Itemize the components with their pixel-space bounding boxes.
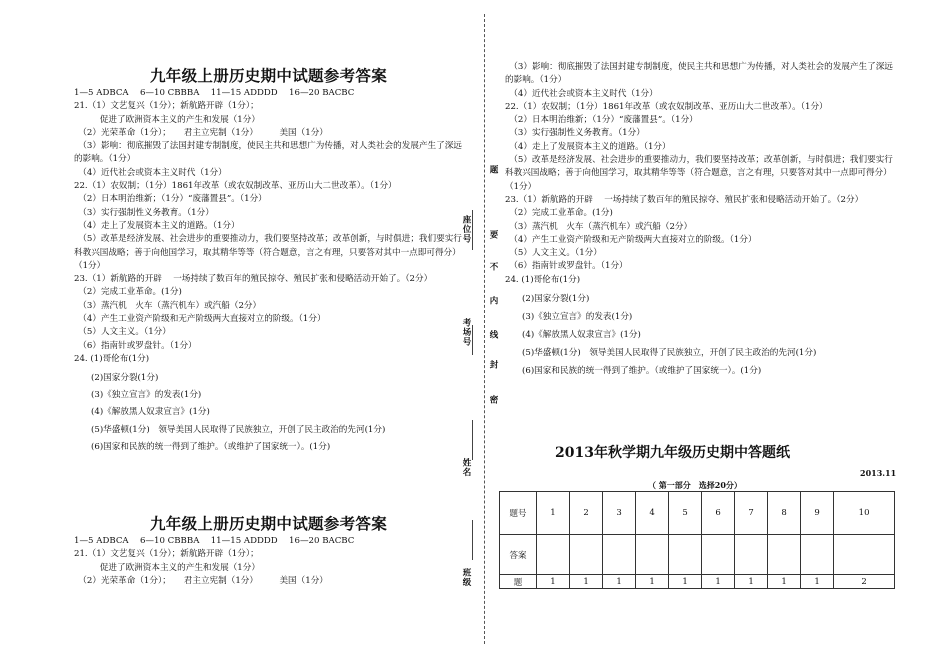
answer-line: （4）近代社会或资本主义时代（1分） — [74, 167, 227, 178]
q-num-cell: 1 — [801, 575, 834, 589]
q-num-cell: 9 — [801, 492, 834, 535]
q24-answer-line: (6)国家和民族的统一得到了维护。（或维护了国家统一）。(1分) — [91, 441, 331, 452]
answer-line: 23.（1）新航路的开辟 一场持续了数百年的殖民掠夺、殖民扩张和侵略活动开始了。（2分） — [74, 274, 433, 285]
answer-list-2 — [74, 535, 468, 588]
answer-line: 1—5 ADBCA 6—10 CBBBA 11—15 ADDDD 16—20 BACBC — [74, 536, 355, 546]
q-num-cell: 3 — [603, 492, 636, 535]
answer-line: （2）光荣革命（1分）； 君主立宪制（1分） 美国（1分） — [74, 127, 328, 138]
answer-line: （4）走上了发展资本主义的道路。（1分） — [74, 220, 240, 231]
answer-line: （3）蒸汽机 火车（蒸汽机车）或汽船（2分） — [74, 300, 262, 311]
answer-cell[interactable] — [570, 535, 603, 575]
binding-label-name: 姓名 — [461, 458, 471, 477]
answer-line: （6）指南针或罗盘针。（1分） — [74, 340, 197, 351]
answer-line: （3）蒸汽机 火车（蒸汽机车）或汽船（2分） — [505, 221, 693, 232]
q-num-cell: 1 — [537, 575, 570, 589]
binding-label-ti: 题 — [488, 165, 498, 175]
answer-title-1: 九年级上册历史期中试题参考答案 — [150, 66, 388, 85]
q-num-cell: 1 — [735, 575, 768, 589]
row-header-answer: 答案 — [500, 535, 537, 575]
answer-line: （5）改革是经济发展、社会进步的重要推动力，我们要坚持改革；改革创新，与时俱进；我们要实行科教兴国战略；善于向他国学习，取其精华等等（符合题意，言之有理，只要答对其中一点即可得分）（1分） — [74, 234, 462, 271]
binding-label-mi: 密 — [488, 395, 498, 405]
q-num-cell: 1 — [636, 575, 669, 589]
answer-sheet-title: 2013年秋学期九年级历史期中答题纸 — [555, 445, 790, 461]
binding-label-feng: 封 — [488, 360, 498, 370]
answer-sheet-section: （ 第一部分 选择20分） — [648, 480, 742, 490]
answer-line: （5）改革是经济发展、社会进步的重要推动力，我们要坚持改革；改革创新，与时俱进；我们要实行科教兴国战略；善于向他国学习，取其精华等等（符合题意，言之有理，只要答对其中一点即可得分）（1分） — [505, 155, 893, 192]
q24-answer-line: (5)华盛顿(1分) 领导美国人民取得了民族独立，开创了民主政治的先河(1分) — [522, 348, 817, 358]
row-header-question-2: 题 — [500, 575, 537, 589]
name-line — [472, 420, 473, 460]
q-num-cell: 1 — [570, 575, 603, 589]
q24-answer-line: (4)《解放黑人奴隶宣言》(1分) — [522, 330, 641, 340]
question-number-row-2 — [500, 575, 895, 589]
answer-line: （2）光荣革命（1分）； 君主立宪制（1分） 美国（1分） — [74, 575, 328, 586]
answer-list-1 — [74, 87, 468, 366]
binding-label-nei: 内 — [488, 296, 498, 306]
answer-line: （4）产生工业资产阶级和无产阶级两大直接对立的阶级。（1分） — [505, 234, 757, 245]
answer-line: （4）产生工业资产阶级和无产阶级两大直接对立的阶级。（1分） — [74, 314, 326, 325]
q24-answer-line: (3)《独立宣言》的发表(1分) — [91, 390, 202, 401]
answer-line: 24. (1)哥伦布(1分) — [74, 353, 150, 364]
q-num-cell: 10 — [834, 492, 895, 535]
answer-line: （3）实行强制性义务教育。（1分） — [505, 128, 645, 139]
answer-line: （3）实行强制性义务教育。（1分） — [74, 207, 214, 218]
answer-title-2: 九年级上册历史期中试题参考答案 — [150, 514, 388, 533]
q-num-cell: 1 — [537, 492, 570, 535]
answer-line: 24. (1)哥伦布(1分) — [505, 274, 581, 285]
answer-line: 1—5 ADBCA 6—10 CBBBA 11—15 ADDDD 16—20 BACBC — [74, 88, 355, 98]
answer-line: 22.（1）农奴制；（1分）1861年改革（或农奴制改革、亚历山大二世改革）。（1分） — [74, 181, 397, 192]
binding-label-class: 班级 — [461, 568, 471, 587]
answer-cell[interactable] — [537, 535, 570, 575]
answer-line: （3）影响：彻底摧毁了法国封建专制制度，使民主共和思想广为传播，对人类社会的发展产生了深远的影响。（1分） — [505, 62, 893, 86]
seat-number-line — [472, 210, 473, 250]
q24-answer-line: (2)国家分裂(1分) — [91, 373, 159, 383]
q24-answer-line: (6)国家和民族的统一得到了维护。（或维护了国家统一）。(1分) — [522, 366, 762, 376]
q-num-cell: 1 — [603, 575, 636, 589]
answer-line: 促进了欧洲资本主义的产生和发展（1分） — [74, 562, 260, 573]
q-num-cell: 1 — [702, 575, 735, 589]
binding-label-yao: 要 — [488, 230, 498, 240]
answer-cell[interactable] — [834, 535, 895, 575]
answer-line: （5）人文主义。（1分） — [505, 248, 602, 259]
binding-label-exam-room: 考场号 — [461, 318, 471, 347]
answer-cell[interactable] — [801, 535, 834, 575]
q24-answer-line: (2)国家分裂(1分) — [522, 294, 590, 304]
answer-q24-list-1 — [91, 370, 471, 456]
answer-list-right — [505, 61, 897, 287]
answer-line: （6）指南针或罗盘针。（1分） — [505, 261, 628, 272]
q24-answer-line: (3)《独立宣言》的发表(1分) — [522, 312, 633, 322]
answer-line: （2）完成工业革命。(1分) — [74, 287, 182, 298]
q-num-cell: 5 — [669, 492, 702, 535]
answer-line: 促进了欧洲资本主义的产生和发展（1分） — [74, 114, 260, 125]
q-num-cell: 1 — [669, 575, 702, 589]
answer-cell[interactable] — [735, 535, 768, 575]
answer-line: （2）日本明治维新；（1分）“废藩置县”。（1分） — [505, 115, 698, 126]
answer-line: 21.（1）文艺复兴（1分）；新航路开辟（1分）； — [74, 549, 259, 560]
q-num-cell: 2 — [834, 575, 895, 589]
q-num-cell: 2 — [570, 492, 603, 535]
binding-label-xian: 线 — [488, 330, 498, 340]
binding-label-seat-number: 座位号 — [461, 215, 471, 244]
q-num-cell: 4 — [636, 492, 669, 535]
answer-line: （4）走上了发展资本主义的道路。（1分） — [505, 141, 671, 152]
answer-line: （5）人文主义。（1分） — [74, 327, 171, 338]
answer-line: （2）日本明治维新；（1分）“废藩置县”。（1分） — [74, 194, 267, 205]
answer-sheet-date: 2013.11 — [860, 468, 897, 478]
answer-line: 21.（1）文艺复兴（1分）；新航路开辟（1分）； — [74, 101, 259, 112]
q-num-cell: 6 — [702, 492, 735, 535]
q-num-cell: 7 — [735, 492, 768, 535]
q-num-cell: 1 — [768, 575, 801, 589]
answer-cell[interactable] — [603, 535, 636, 575]
answer-row — [500, 535, 895, 575]
q-num-cell: 8 — [768, 492, 801, 535]
answer-cell[interactable] — [669, 535, 702, 575]
row-header-question-number: 题号 — [500, 492, 537, 535]
answer-line: （3）影响：彻底摧毁了法国封建专制制度，使民主共和思想广为传播，对人类社会的发展产生了深远的影响。（1分） — [74, 141, 462, 165]
answer-cell[interactable] — [768, 535, 801, 575]
exam-room-line — [472, 325, 473, 355]
answer-cell[interactable] — [636, 535, 669, 575]
class-line — [472, 520, 473, 560]
seal-dashed-line — [484, 14, 485, 644]
answer-cell[interactable] — [702, 535, 735, 575]
binding-label-bu: 不 — [488, 262, 498, 272]
answer-line: （2）完成工业革命。(1分) — [505, 208, 613, 219]
answer-line: （4）近代社会或资本主义时代（1分） — [505, 88, 658, 99]
q24-answer-line: (4)《解放黑人奴隶宣言》(1分) — [91, 407, 210, 418]
question-number-row — [500, 492, 895, 535]
answer-line: 22.（1）农奴制；（1分）1861年改革（或农奴制改革、亚历山大二世改革）。（1分） — [505, 101, 828, 112]
answer-line: 23.（1）新航路的开辟 一场持续了数百年的殖民掠夺、殖民扩张和侵略活动开始了。（2分） — [505, 194, 864, 205]
answer-q24-list-right — [522, 290, 897, 380]
answer-grid — [499, 491, 895, 589]
q24-answer-line: (5)华盛顿(1分) 领导美国人民取得了民族独立，开创了民主政治的先河(1分) — [91, 424, 386, 435]
